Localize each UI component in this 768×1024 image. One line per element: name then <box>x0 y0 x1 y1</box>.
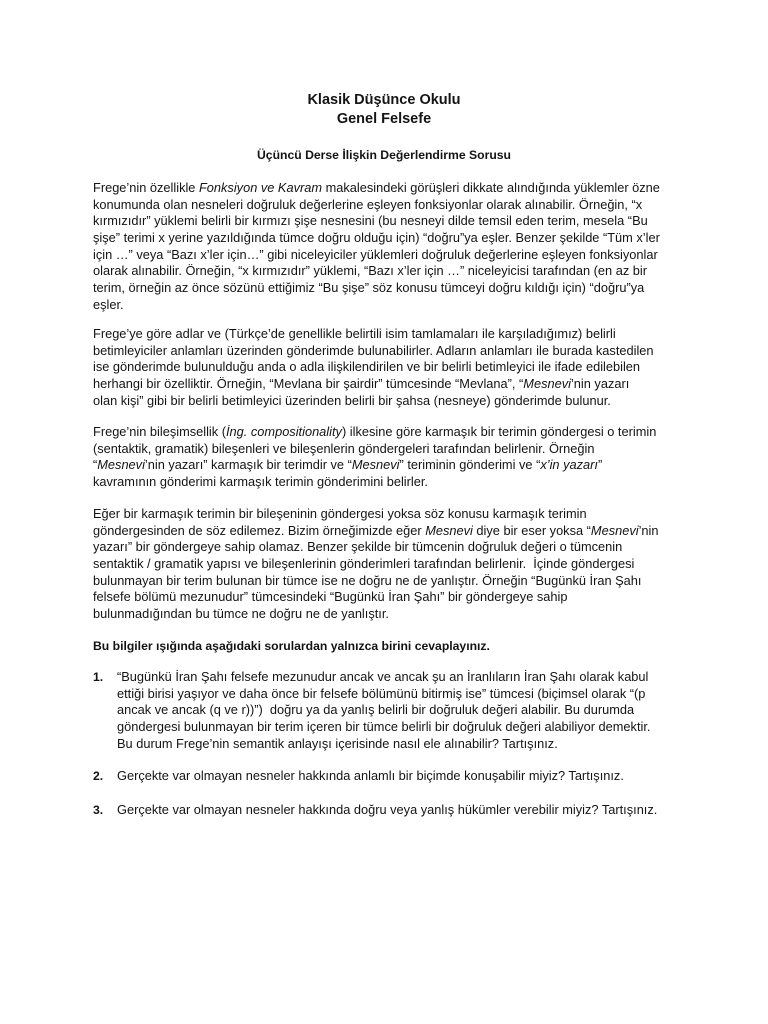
text-line <box>117 736 673 753</box>
italic-text: Mesnevi <box>590 522 639 538</box>
italic-text: Mesnevi <box>523 376 571 392</box>
text-line <box>93 343 673 360</box>
text-line-content <box>93 263 647 280</box>
text-run: terim, örneğin az önce sözünü ettiğimiz “Bu şişe” söz konusu tümceyi doğru kıldığı için) “doğru”ya <box>93 280 645 296</box>
text-run: bulunmayan bir terim bulunan bir tümce ise ne doğru ne de yanlıştır. Örneğin “Bugünkü İran Şahı <box>93 572 642 588</box>
text-line-content <box>117 736 558 753</box>
text-line-content <box>117 768 624 785</box>
italic-text: x’in yazarı <box>540 457 598 473</box>
text-line-content <box>93 606 389 623</box>
text-line-content <box>93 523 659 540</box>
text-line <box>93 556 673 573</box>
text-line-content <box>117 669 648 686</box>
document-subtitle: Genel Felsefe <box>336 111 432 127</box>
text-line-content <box>93 441 594 458</box>
text-run: konumunda olan nesneleri doğruluk değerlerine eşleyen fonksiyonlar olarak alınabilir. Örneğin, “x <box>93 196 643 212</box>
text-run: felsefe bölümü mezunudur” tümcesindeki “Bugünkü İran Şahı” bir göndergeye sahip <box>93 589 568 605</box>
text-line <box>93 359 673 376</box>
text-line <box>93 213 673 230</box>
text-line <box>93 539 673 556</box>
instruction-text: Bu bilgiler ışığında aşağıdaki sorulardan yalnızca birini cevaplayınız. <box>93 639 490 653</box>
italic-text: İng. compositionality <box>226 424 342 439</box>
paragraph-3 <box>93 424 673 491</box>
text-line <box>117 719 673 736</box>
text-line <box>117 669 673 686</box>
section-heading: Üçüncü Derse İlişkin Değerlendirme Sorusu <box>257 147 511 162</box>
text-run: için …” veya “Bazı x’ler için…” gibi niceleyiciler yüklemleri doğruluk değerlerine eşleyen fonksiyonlar <box>93 246 658 262</box>
text-line-content <box>93 247 658 264</box>
text-line-content <box>93 556 634 573</box>
text-line-content <box>93 297 124 314</box>
text-run: (sentaktik, gramatik) bileşenleri ve bileşenlerin göndergeleri tarafından belirlenir. Örneğin <box>93 440 595 456</box>
text-run: ” teriminin gönderimi ve “ <box>399 457 541 473</box>
text-line-content <box>93 376 629 393</box>
text-line <box>93 263 673 280</box>
text-run: Gerçekte var olmayan nesneler hakkında doğru veya yanlış hükümler verebilir miyiz? Tartışınız. <box>117 802 658 817</box>
text-run: “Bugünkü İran Şahı felsefe mezunudur ancak ve ancak şu an İranlıların İran Şahı olarak kabul <box>117 669 649 684</box>
text-run: ’nin yazarı <box>570 376 630 392</box>
paragraph-4 <box>93 506 673 623</box>
text-run: kavramının gönderimi karmaşık terimin gönderimini belirler. <box>93 474 428 490</box>
text-line-content <box>93 180 660 197</box>
text-run: şişe” terimi x yerine yazıldığında tümce doğru olduğu için) “doğru”ya eşler. Benzer şekilde “Tüm x’ler <box>93 230 660 246</box>
text-line-content <box>93 280 644 297</box>
text-run: olarak alınabilir. Örneğin, “x kırmızıdır” yüklemi, “Bazı x’ler için …” niceleyicisi tarafından (en az bir <box>93 263 648 279</box>
text-line <box>93 230 673 247</box>
text-line-content <box>93 230 660 247</box>
question-text <box>117 669 673 752</box>
text-line <box>93 457 673 474</box>
text-run: Eğer bir karmaşık terimin bir bileşeninin göndergesi yoksa söz konusu karmaşık terimin <box>93 506 587 521</box>
text-run: eşler. <box>93 296 124 312</box>
text-line-content <box>117 702 634 719</box>
text-line-content <box>93 457 602 474</box>
italic-text: Mesnevi <box>97 457 145 473</box>
text-run: Frege’nin özellikle <box>93 180 199 195</box>
text-line <box>93 197 673 214</box>
text-line <box>93 474 673 491</box>
text-run: ” <box>597 457 603 473</box>
text-line <box>117 686 673 703</box>
question-number: 2. <box>93 769 104 783</box>
text-line <box>93 376 673 393</box>
text-run: sentaktik / gramatik yapısı ve bileşenlerinin gönderimleri tarafından belirlenir. İçinde göndergesi <box>93 556 635 572</box>
text-line <box>93 573 673 590</box>
text-line-content <box>93 474 428 491</box>
text-line-content <box>117 686 645 703</box>
italic-text: Fonksiyon ve Kavram <box>198 180 323 195</box>
text-line <box>93 506 673 523</box>
text-line <box>93 589 673 606</box>
text-line <box>93 424 673 441</box>
text-run: göndergesinden de söz edilemez. Bizim örneğimizde eğer <box>93 522 426 538</box>
text-line-content <box>117 719 650 736</box>
text-line <box>93 606 673 623</box>
italic-text: Mesnevi <box>425 522 473 538</box>
text-run: herhangi bir özelliktir. Örneğin, “Mevlana bir şairdir” tümcesinde “Mevlana”, “ <box>93 376 524 392</box>
text-run: diye bir eser yoksa “ <box>472 522 591 538</box>
question-text <box>117 802 673 819</box>
text-line <box>93 247 673 264</box>
text-run: ’nin yazarı” karmaşık bir terimdir ve “ <box>144 457 352 473</box>
text-line-content <box>93 589 567 606</box>
document-title: Klasik Düşünce Okulu <box>307 92 461 108</box>
question-text <box>117 768 673 785</box>
text-run: betimleyiciler anlamları üzerinden gönderimde bulunabilirler. Adların anlamları ile burada kastedilen <box>93 342 654 358</box>
text-line <box>93 280 673 297</box>
text-line-content <box>93 213 648 230</box>
text-run: Bu durum Frege’nin semantik anlayışı içerisinde nasıl ele alınabilir? Tartışınız. <box>117 735 558 751</box>
text-line-content <box>93 573 641 590</box>
text-run: ancak ve ancak (q ve r))”) doğru ya da yanlış belirli bir doğruluk değeri alabilir. Bu durumda <box>117 702 635 718</box>
text-line-content <box>93 506 587 523</box>
text-run: ise gönderimde bulunulduğu anda o adla ilişkilendirilen ve bir belirli betimleyici ile ifade edilebilen <box>93 359 641 375</box>
text-line <box>117 702 673 719</box>
text-run: yazarı” bir göndergeye sahip olamaz. Benzer şekilde bir tümcenin doğruluk değeri o tümcenin <box>93 539 623 555</box>
text-run: Frege’nin bileşimsellik ( <box>93 424 226 439</box>
text-line <box>93 393 673 410</box>
question-number: 3. <box>93 803 104 817</box>
text-line <box>93 180 673 197</box>
text-line-content <box>93 326 616 343</box>
paragraph-1 <box>93 180 673 314</box>
text-line <box>93 326 673 343</box>
text-line <box>117 802 673 819</box>
text-line-content <box>93 197 642 214</box>
text-run: olan kişi” gibi bir belirli betimleyici üzerinden belirli bir şahsa (nesneye) gönderimde bulunur. <box>93 392 611 408</box>
text-run: “ <box>93 457 98 473</box>
text-line <box>93 523 673 540</box>
text-line-content <box>117 802 657 819</box>
text-run: Frege’ye göre adlar ve (Türkçe’de genellikle belirtili isim tamlamaları ile karşıladığımız) belirli <box>93 326 616 341</box>
text-run: bulunmadığından bu tümce ne doğru ne de yanlıştır. <box>93 606 389 622</box>
text-line-content <box>93 393 611 410</box>
question-number: 1. <box>93 670 104 684</box>
italic-text: Mesnevi <box>351 457 400 473</box>
paragraph-2 <box>93 326 673 409</box>
text-run: göndergesi bulunmayan bir terim içeren bir tümce belirli bir doğruluk değeri alabiliyor demektir. <box>117 719 651 735</box>
text-run: kırmızıdır” yüklemi belirli bir kırmızı şişe nesnesini (bu nesneyi dilde temsil eden terim, mesela “Bu <box>93 213 648 229</box>
text-line-content <box>93 539 622 556</box>
text-line-content <box>93 359 640 376</box>
text-run: ettiği birisi yaşıyor ve daha önce bir felsefe bölümünü bitirmiş ise” tümcesi (biçimsel olarak “(p <box>117 685 646 701</box>
text-run: ) ilkesine göre karmaşık bir terimin göndergesi o terimin <box>341 424 657 439</box>
text-run: Gerçekte var olmayan nesneler hakkında anlamlı bir biçimde konuşabilir miyiz? Tartışınız. <box>117 768 624 783</box>
text-run: ’nin <box>638 522 659 538</box>
text-line <box>93 297 673 314</box>
text-line <box>117 768 673 785</box>
text-run: makalesindeki görüşleri dikkate alındığında yüklemler özne <box>322 180 660 195</box>
text-line <box>93 441 673 458</box>
text-line-content <box>93 343 654 360</box>
text-line-content <box>93 424 656 441</box>
